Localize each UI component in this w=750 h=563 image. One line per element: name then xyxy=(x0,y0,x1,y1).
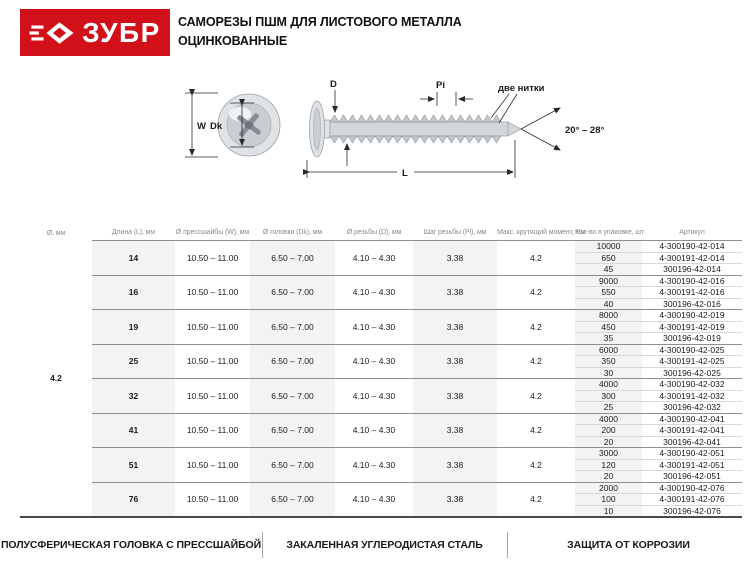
cell-thread-dia: 4.10 – 4.30 xyxy=(335,448,413,483)
cell-length: 14 xyxy=(92,241,175,276)
table-row xyxy=(20,344,742,356)
cell-length: 32 xyxy=(92,379,175,414)
dimension-l xyxy=(307,140,515,179)
cell-thread-dia: 4.10 – 4.30 xyxy=(335,241,413,276)
cell-article: 300196-42-076 xyxy=(642,505,742,517)
cell-article: 4-300191-42-076 xyxy=(642,494,742,506)
cell-head-dia: 6.50 – 7.00 xyxy=(250,344,335,379)
cell-pack-qty: 450 xyxy=(575,321,642,333)
cell-length: 25 xyxy=(92,344,175,379)
cell-article: 4-300190-42-051 xyxy=(642,448,742,460)
cell-press-washer-dia: 10.50 – 11.00 xyxy=(175,448,250,483)
cell-article: 4-300190-42-041 xyxy=(642,413,742,425)
cell-article: 300196-42-032 xyxy=(642,402,742,414)
cell-head-dia: 6.50 – 7.00 xyxy=(250,310,335,345)
cell-pack-qty: 20 xyxy=(575,436,642,448)
diameter-value: 4.2 xyxy=(50,373,62,383)
cell-pack-qty: 9000 xyxy=(575,275,642,287)
cell-head-dia: 6.50 – 7.00 xyxy=(250,413,335,448)
svg-text:20° – 28°: 20° – 28° xyxy=(565,125,605,136)
cell-pack-qty: 3000 xyxy=(575,448,642,460)
column-header-length: Длина (L), мм xyxy=(111,229,156,236)
feature-steel: ЗАКАЛЕННАЯ УГЛЕРОДИСТАЯ СТАЛЬ xyxy=(262,516,507,563)
cell-pack-qty: 4000 xyxy=(575,413,642,425)
cell-thread-pitch: 3.38 xyxy=(413,241,497,276)
cell-length: 19 xyxy=(92,310,175,345)
cell-press-washer-dia: 10.50 – 11.00 xyxy=(175,413,250,448)
column-header-diameter: Ø, мм xyxy=(46,229,66,237)
cell-thread-pitch: 3.38 xyxy=(413,379,497,414)
cell-thread-pitch: 3.38 xyxy=(413,413,497,448)
cell-length: 51 xyxy=(92,448,175,483)
column-header-pack-qty: Кол-во в упаковке, шт xyxy=(575,229,644,236)
cell-max-torque: 4.2 xyxy=(497,275,575,310)
cell-max-torque: 4.2 xyxy=(497,448,575,483)
cell-pack-qty: 300 xyxy=(575,390,642,402)
cell-length: 41 xyxy=(92,413,175,448)
cell-pack-qty: 2000 xyxy=(575,482,642,494)
cell-max-torque: 4.2 xyxy=(497,344,575,379)
column-header-head-dia: Ø головки (Dk), мм xyxy=(262,229,323,236)
svg-text:W: W xyxy=(197,121,206,132)
column-header-press-washer: Ø прессшайбы (W), мм xyxy=(175,229,250,236)
cell-article: 4-300190-42-076 xyxy=(642,482,742,494)
cell-head-dia: 6.50 – 7.00 xyxy=(250,275,335,310)
cell-thread-dia: 4.10 – 4.30 xyxy=(335,344,413,379)
column-header-article: Артикул xyxy=(679,229,705,236)
cell-article: 4-300191-42-019 xyxy=(642,321,742,333)
cell-article: 4-300190-42-019 xyxy=(642,310,742,322)
table-row xyxy=(20,275,742,287)
zubr-logo xyxy=(20,9,170,56)
cell-thread-dia: 4.10 – 4.30 xyxy=(335,413,413,448)
table-row xyxy=(20,413,742,425)
cell-pack-qty: 10000 xyxy=(575,241,642,253)
cell-thread-dia: 4.10 – 4.30 xyxy=(335,379,413,414)
cell-thread-dia: 4.10 – 4.30 xyxy=(335,482,413,517)
cell-max-torque: 4.2 xyxy=(497,413,575,448)
cell-pack-qty: 40 xyxy=(575,298,642,310)
cell-max-torque: 4.2 xyxy=(497,482,575,517)
svg-text:Dk: Dk xyxy=(210,121,223,132)
feature-corrosion: ЗАЩИТА ОТ КОРРОЗИИ xyxy=(507,516,750,563)
cell-thread-pitch: 3.38 xyxy=(413,482,497,517)
cell-thread-pitch: 3.38 xyxy=(413,448,497,483)
cell-thread-pitch: 3.38 xyxy=(413,275,497,310)
column-header-thread-dia: Ø резьбы (D), мм xyxy=(346,229,402,236)
svg-text:Pi: Pi xyxy=(436,80,445,91)
cell-max-torque: 4.2 xyxy=(497,310,575,345)
cell-pack-qty: 350 xyxy=(575,356,642,368)
cell-pack-qty: 6000 xyxy=(575,344,642,356)
cell-article: 4-300190-42-025 xyxy=(642,344,742,356)
cell-thread-dia: 4.10 – 4.30 xyxy=(335,275,413,310)
zubr-arrow-icon xyxy=(29,18,75,48)
cell-pack-qty: 20 xyxy=(575,471,642,483)
cell-article: 300196-42-051 xyxy=(642,471,742,483)
cell-article: 4-300191-42-041 xyxy=(642,425,742,437)
cell-max-torque: 4.2 xyxy=(497,241,575,276)
table-row xyxy=(20,310,742,322)
cell-article: 300196-42-016 xyxy=(642,298,742,310)
cell-pack-qty: 200 xyxy=(575,425,642,437)
cell-thread-pitch: 3.38 xyxy=(413,344,497,379)
table-row xyxy=(20,482,742,494)
cell-press-washer-dia: 10.50 – 11.00 xyxy=(175,241,250,276)
cell-article: 300196-42-041 xyxy=(642,436,742,448)
screw-technical-drawing xyxy=(168,76,648,188)
svg-text:L: L xyxy=(402,168,408,179)
cell-article: 4-300191-42-032 xyxy=(642,390,742,402)
cell-length: 16 xyxy=(92,275,175,310)
cell-article: 4-300191-42-051 xyxy=(642,459,742,471)
cell-article: 300196-42-025 xyxy=(642,367,742,379)
table-row xyxy=(20,241,742,253)
cell-pack-qty: 45 xyxy=(575,264,642,276)
cell-head-dia: 6.50 – 7.00 xyxy=(250,241,335,276)
cell-article: 300196-42-014 xyxy=(642,264,742,276)
cell-press-washer-dia: 10.50 – 11.00 xyxy=(175,379,250,414)
table-row xyxy=(20,379,742,391)
cell-head-dia: 6.50 – 7.00 xyxy=(250,448,335,483)
spec-table xyxy=(20,222,742,518)
table-row xyxy=(20,448,742,460)
svg-text:две нитки: две нитки xyxy=(498,83,545,94)
cell-max-torque: 4.2 xyxy=(497,379,575,414)
cell-pack-qty: 25 xyxy=(575,402,642,414)
cell-thread-pitch: 3.38 xyxy=(413,310,497,345)
cell-pack-qty: 30 xyxy=(575,367,642,379)
cell-article: 4-300190-42-032 xyxy=(642,379,742,391)
cell-thread-dia: 4.10 – 4.30 xyxy=(335,310,413,345)
dimension-pi xyxy=(420,80,473,106)
table-body xyxy=(20,241,742,518)
cell-length: 76 xyxy=(92,482,175,517)
column-header-pitch: Шаг резьбы (Pi), мм xyxy=(423,229,487,236)
feature-head-type: ПОЛУСФЕРИЧЕСКАЯ ГОЛОВКА С ПРЕССШАЙБОЙ xyxy=(0,538,262,551)
cell-pack-qty: 4000 xyxy=(575,379,642,391)
cell-press-washer-dia: 10.50 – 11.00 xyxy=(175,310,250,345)
cell-pack-qty: 10 xyxy=(575,505,642,517)
logo-text: ЗУБР xyxy=(82,16,161,48)
cell-pack-qty: 650 xyxy=(575,252,642,264)
cell-article: 4-300191-42-025 xyxy=(642,356,742,368)
cell-press-washer-dia: 10.50 – 11.00 xyxy=(175,275,250,310)
table-header-row xyxy=(20,222,742,241)
cell-article: 4-300190-42-014 xyxy=(642,241,742,253)
cell-pack-qty: 100 xyxy=(575,494,642,506)
svg-text:D: D xyxy=(330,79,337,90)
cell-pack-qty: 35 xyxy=(575,333,642,345)
title-line-2: ОЦИНКОВАННЫЕ xyxy=(178,34,288,48)
cell-head-dia: 6.50 – 7.00 xyxy=(250,482,335,517)
title-line-1: САМОРЕЗЫ ПШМ ДЛЯ ЛИСТОВОГО МЕТАЛЛА xyxy=(178,15,462,29)
column-header-torque: Макс. крутящий момент, Нм xyxy=(497,229,586,236)
cell-pack-qty: 8000 xyxy=(575,310,642,322)
cell-article: 4-300190-42-016 xyxy=(642,275,742,287)
cell-article: 4-300191-42-014 xyxy=(642,252,742,264)
cell-pack-qty: 120 xyxy=(575,459,642,471)
cell-pack-qty: 550 xyxy=(575,287,642,299)
screw-side-view xyxy=(310,101,522,157)
cell-press-washer-dia: 10.50 – 11.00 xyxy=(175,344,250,379)
double-thread-callout xyxy=(491,83,545,123)
cell-press-washer-dia: 10.50 – 11.00 xyxy=(175,482,250,517)
feature-footer xyxy=(0,516,750,563)
cell-head-dia: 6.50 – 7.00 xyxy=(250,379,335,414)
cell-article: 4-300191-42-016 xyxy=(642,287,742,299)
tip-angle xyxy=(521,108,604,150)
cell-article: 300196-42-019 xyxy=(642,333,742,345)
page-title xyxy=(178,13,462,51)
